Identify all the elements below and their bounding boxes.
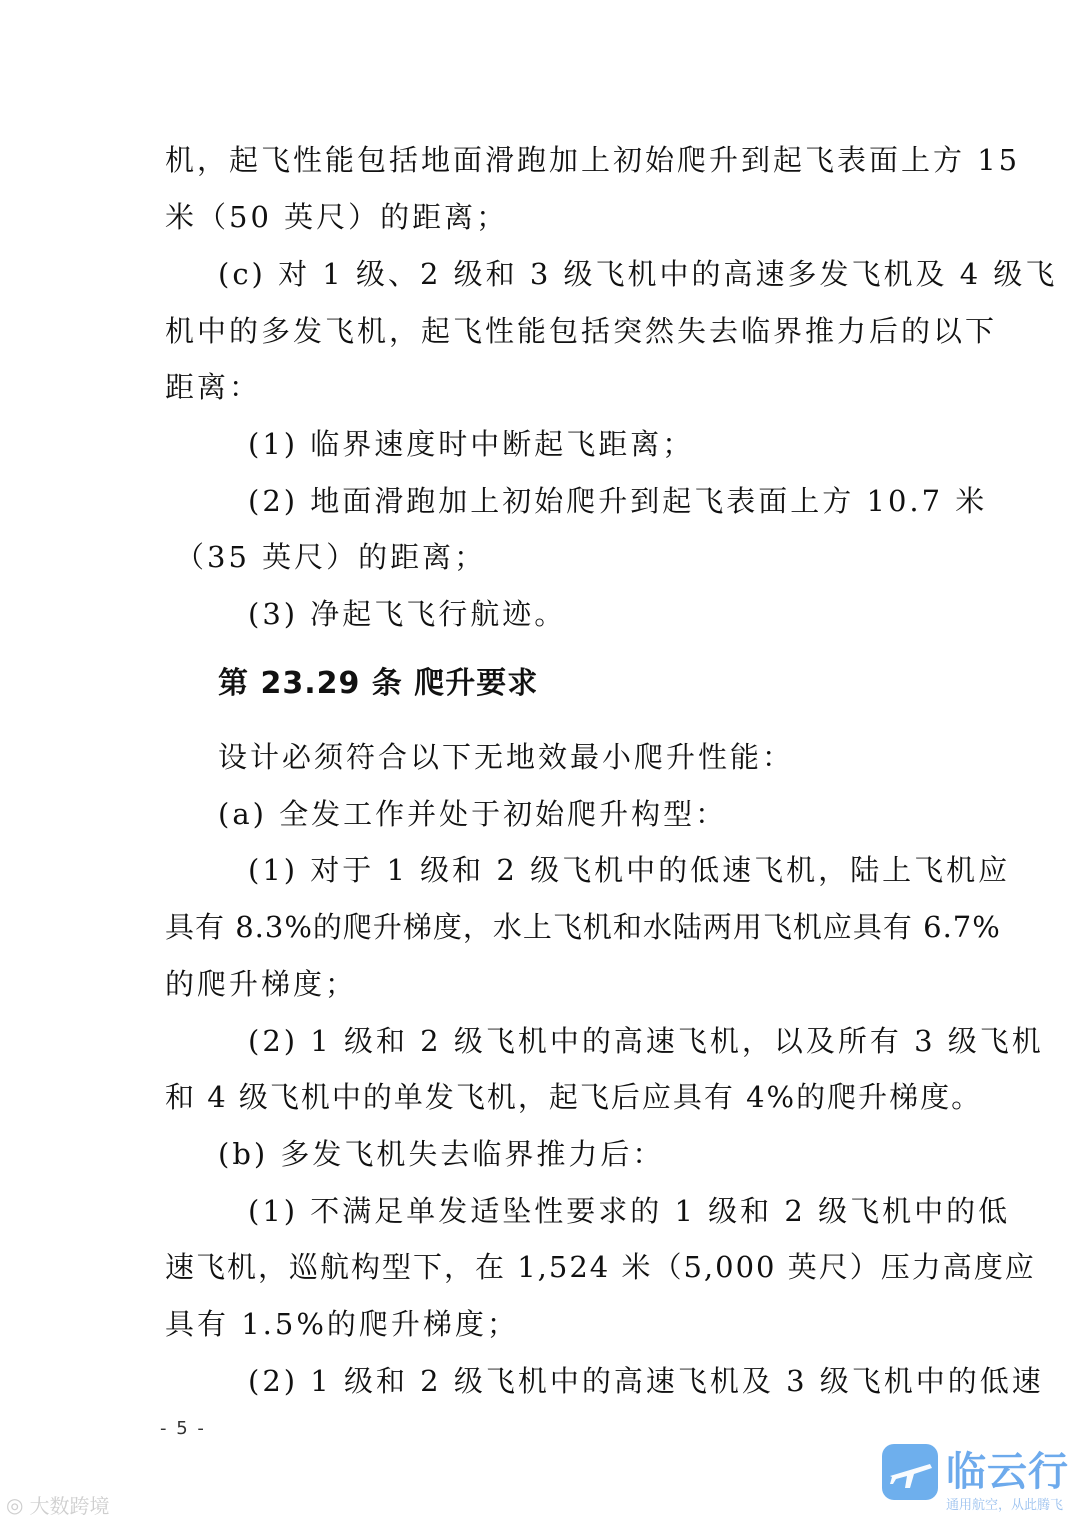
- body-line-4: 机中的多发飞机，起飞性能包括突然失去临界推力后的以下: [165, 314, 998, 348]
- page-number: - 5 -: [160, 1418, 206, 1439]
- body-line-3: (c) 对 1 级、2 级和 3 级飞机中的高速多发飞机及 4 级飞: [218, 257, 1058, 291]
- body-line-19: 速飞机，巡航构型下，在 1,524 米（5,000 英尺）压力高度应: [165, 1250, 1036, 1284]
- body-line-15: (2) 1 级和 2 级飞机中的高速飞机，以及所有 3 级飞机: [248, 1024, 1044, 1058]
- watermark-left-text: 大数跨境: [29, 1494, 110, 1518]
- watermark-left: [6, 1490, 109, 1519]
- body-line-20: 具有 1.5%的爬升梯度；: [165, 1307, 519, 1341]
- body-line-8: （35 英尺）的距离；: [175, 540, 487, 574]
- airplane-icon: [880, 1442, 940, 1502]
- watermark-slogan: 通用航空，从此腾飞: [946, 1498, 1064, 1513]
- weibo-icon: ◎: [6, 1492, 24, 1517]
- body-line-1: 机，起飞性能包括地面滑跑加上初始爬升到起飞表面上方 15: [165, 143, 1021, 177]
- body-line-9: (3) 净起飞飞行航迹。: [248, 597, 567, 631]
- watermark-right: [880, 1440, 1075, 1520]
- body-line-14: 的爬升梯度；: [165, 967, 358, 1001]
- body-line-2: 米（50 英尺）的距离；: [165, 200, 509, 234]
- body-line-5: 距离：: [165, 370, 262, 404]
- body-line-21: (2) 1 级和 2 级飞机中的高速飞机及 3 级飞机中的低速: [248, 1364, 1044, 1398]
- body-line-11: (a) 全发工作并处于初始爬升构型：: [218, 797, 728, 831]
- body-line-10: 设计必须符合以下无地效最小爬升性能：: [218, 740, 795, 774]
- body-line-18: (1) 不满足单发适坠性要求的 1 级和 2 级飞机中的低: [248, 1194, 1011, 1228]
- body-line-6: (1) 临界速度时中断起飞距离；: [248, 427, 695, 461]
- body-line-12: (1) 对于 1 级和 2 级飞机中的低速飞机，陆上飞机应: [248, 853, 1011, 887]
- body-line-13: 具有 8.3%的爬升梯度，水上飞机和水陆两用飞机应具有 6.7%: [165, 910, 1001, 944]
- body-line-16: 和 4 级飞机中的单发飞机，起飞后应具有 4%的爬升梯度。: [165, 1080, 983, 1114]
- article-heading: 第 23.29 条 爬升要求: [218, 666, 539, 701]
- body-line-17: (b) 多发飞机失去临界推力后：: [218, 1137, 665, 1171]
- body-line-7: (2) 地面滑跑加上初始爬升到起飞表面上方 10.7 米: [248, 484, 988, 518]
- watermark-brand: 临云行: [946, 1449, 1069, 1495]
